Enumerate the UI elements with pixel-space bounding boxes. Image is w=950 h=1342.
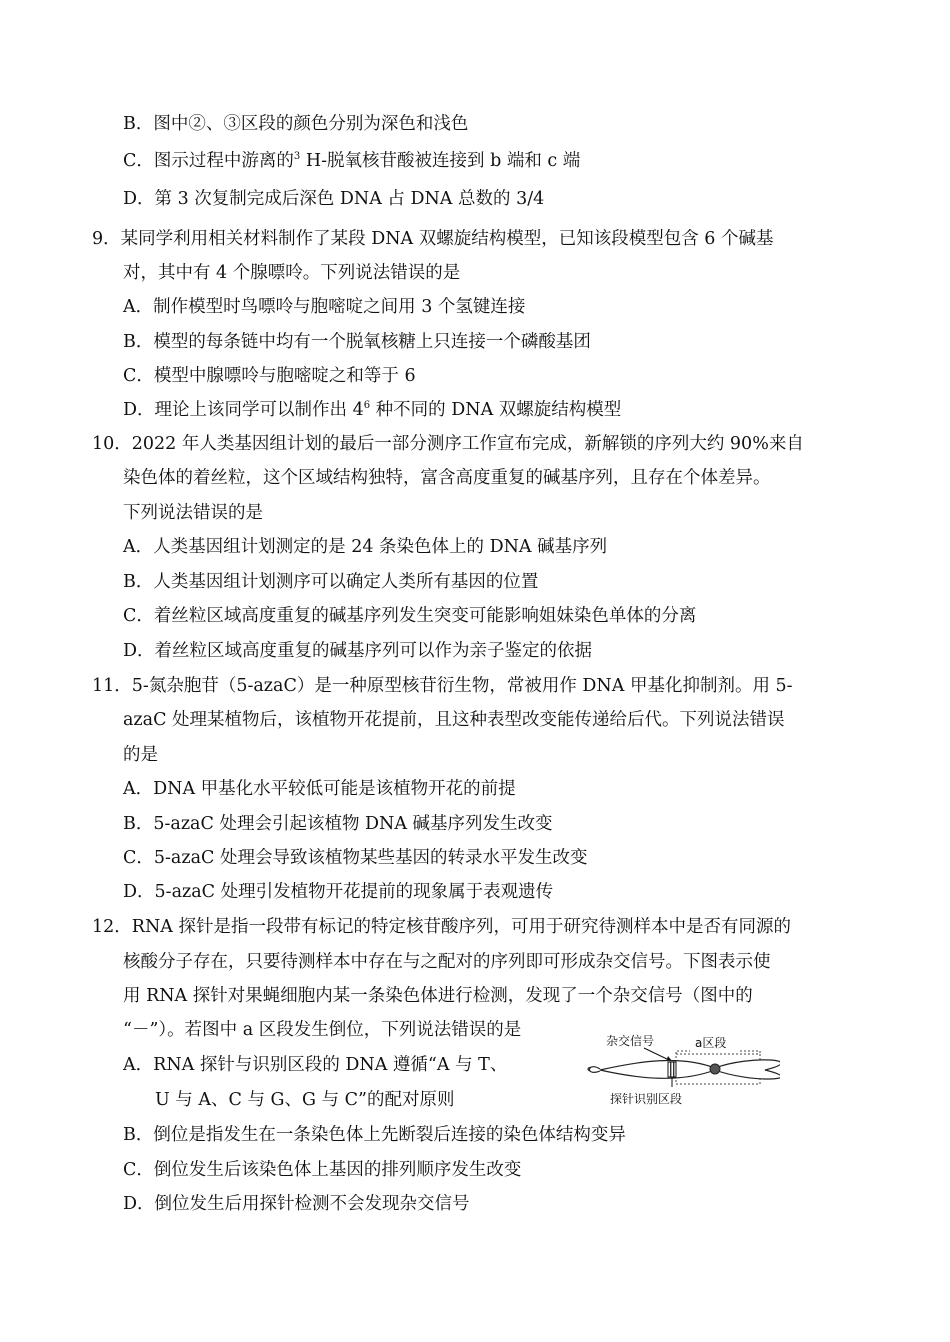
centromere xyxy=(710,1064,720,1074)
chromosome-figure xyxy=(580,1025,780,1115)
q11-option-a: A．DNA 甲基化水平较低可能是该植物开花的前提 xyxy=(123,779,516,799)
chromosome-outline xyxy=(588,1060,780,1079)
segment-label: a区段 xyxy=(695,1036,727,1050)
q12-stem-line3: 用 RNA 探针对果蝇细胞内某一条染色体进行检测，发现了一个杂交信号（图中的 xyxy=(123,986,753,1006)
q10-stem-line3: 下列说法错误的是 xyxy=(123,503,263,523)
q12-option-d: D．倒位发生后用探针检测不会发现杂交信号 xyxy=(123,1194,470,1214)
q8-option-c-pre: C．图示过程中游离的 xyxy=(123,151,294,171)
q11-stem-line2: azaC 处理某植物后，该植物开花提前，且这种表型改变能传递给后代。下列说法错误 xyxy=(123,710,785,730)
q9-option-b: B．模型的每条链中均有一个脱氧核糖上只连接一个磷酸基团 xyxy=(123,332,591,352)
q12-option-a-line2: U 与 A、C 与 G、G 与 C”的配对原则 xyxy=(155,1090,455,1110)
q12-option-b: B．倒位是指发生在一条染色体上先断裂后连接的染色体结构变异 xyxy=(123,1125,626,1145)
chromosome-left-end xyxy=(589,1067,600,1073)
q8-option-c-sup: 3 xyxy=(293,151,301,162)
q10-stem-line2: 染色体的着丝粒，这个区域结构独特，富含高度重复的碱基序列，且存在个体差异。 xyxy=(123,468,771,488)
q11-option-d: D．5-azaC 处理引发植物开花提前的现象属于表观遗传 xyxy=(123,882,554,902)
q9-option-d xyxy=(123,399,621,421)
q12-option-c: C．倒位发生后该染色体上基因的排列顺序发生改变 xyxy=(123,1160,522,1180)
q12-stem-line4: “－”）。若图中 a 区段发生倒位，下列说法错误的是 xyxy=(123,1020,522,1040)
q12-stem-line1: 12．RNA 探针是指一段带有标记的特定核苷酸序列，可用于研究待测样本中是否有同源的 xyxy=(92,917,791,937)
probe-recognition-region xyxy=(668,1062,676,1077)
signal-pointer xyxy=(644,1048,669,1060)
q12-option-a-line1: A．RNA 探针与识别区段的 DNA 遵循“A 与 T、 xyxy=(123,1055,508,1075)
q8-option-c-post: H-脱氧核苷酸被连接到 b 端和 c 端 xyxy=(300,151,581,171)
q10-option-a: A．人类基因组计划测定的是 24 条染色体上的 DNA 碱基序列 xyxy=(123,537,608,557)
q9-option-d-pre: D．理论上该同学可以制作出 4 xyxy=(123,400,364,420)
q9-option-c: C．模型中腺嘌呤与胞嘧啶之和等于 6 xyxy=(123,366,416,386)
q11-stem-line1: 11．5-氮杂胞苷（5-azaC）是一种原型核苷衍生物，常被用作 DNA 甲基化抑制剂。用 5- xyxy=(92,676,793,696)
q9-option-d-post: 种不同的 DNA 双螺旋结构模型 xyxy=(370,400,622,420)
q9-option-a: A．制作模型时鸟嘌呤与胞嘧啶之间用 3 个氢键连接 xyxy=(123,297,526,317)
q10-option-b: B．人类基因组计划测序可以确定人类所有基因的位置 xyxy=(123,572,539,592)
q12-stem-line2: 核酸分子存在，只要待测样本中存在与之配对的序列即可形成杂交信号。下图表示使 xyxy=(123,952,771,972)
q8-option-c xyxy=(123,150,580,172)
signal-label: 杂交信号 xyxy=(606,1034,655,1048)
probe-label: 探针识别区段 xyxy=(610,1092,683,1106)
q9-option-d-sup: 6 xyxy=(363,400,371,411)
q11-option-c: C．5-azaC 处理会导致该植物某些基因的转录水平发生改变 xyxy=(123,848,588,868)
q10-option-d: D．着丝粒区域高度重复的碱基序列可以作为亲子鉴定的依据 xyxy=(123,641,593,661)
q11-option-b: B．5-azaC 处理会引起该植物 DNA 碱基序列发生改变 xyxy=(123,814,553,834)
q10-option-c: C．着丝粒区域高度重复的碱基序列发生突变可能影响姐妹染色单体的分离 xyxy=(123,606,697,626)
q10-stem-line1: 10．2022 年人类基因组计划的最后一部分测序工作宣布完成，新解锁的序列大约 90%来自 xyxy=(92,434,804,454)
q8-option-b: B．图中②、③区段的颜色分别为深色和浅色 xyxy=(123,114,469,134)
q8-option-d: D．第 3 次复制完成后深色 DNA 占 DNA 总数的 3/4 xyxy=(123,189,545,209)
q9-stem-line1: 9．某同学利用相关材料制作了某段 DNA 双螺旋结构模型，已知该段模型包含 6 个碱基 xyxy=(92,229,774,249)
q11-stem-line3: 的是 xyxy=(123,745,158,765)
q9-stem-line2: 对，其中有 4 个腺嘌呤。下列说法错误的是 xyxy=(123,263,461,283)
